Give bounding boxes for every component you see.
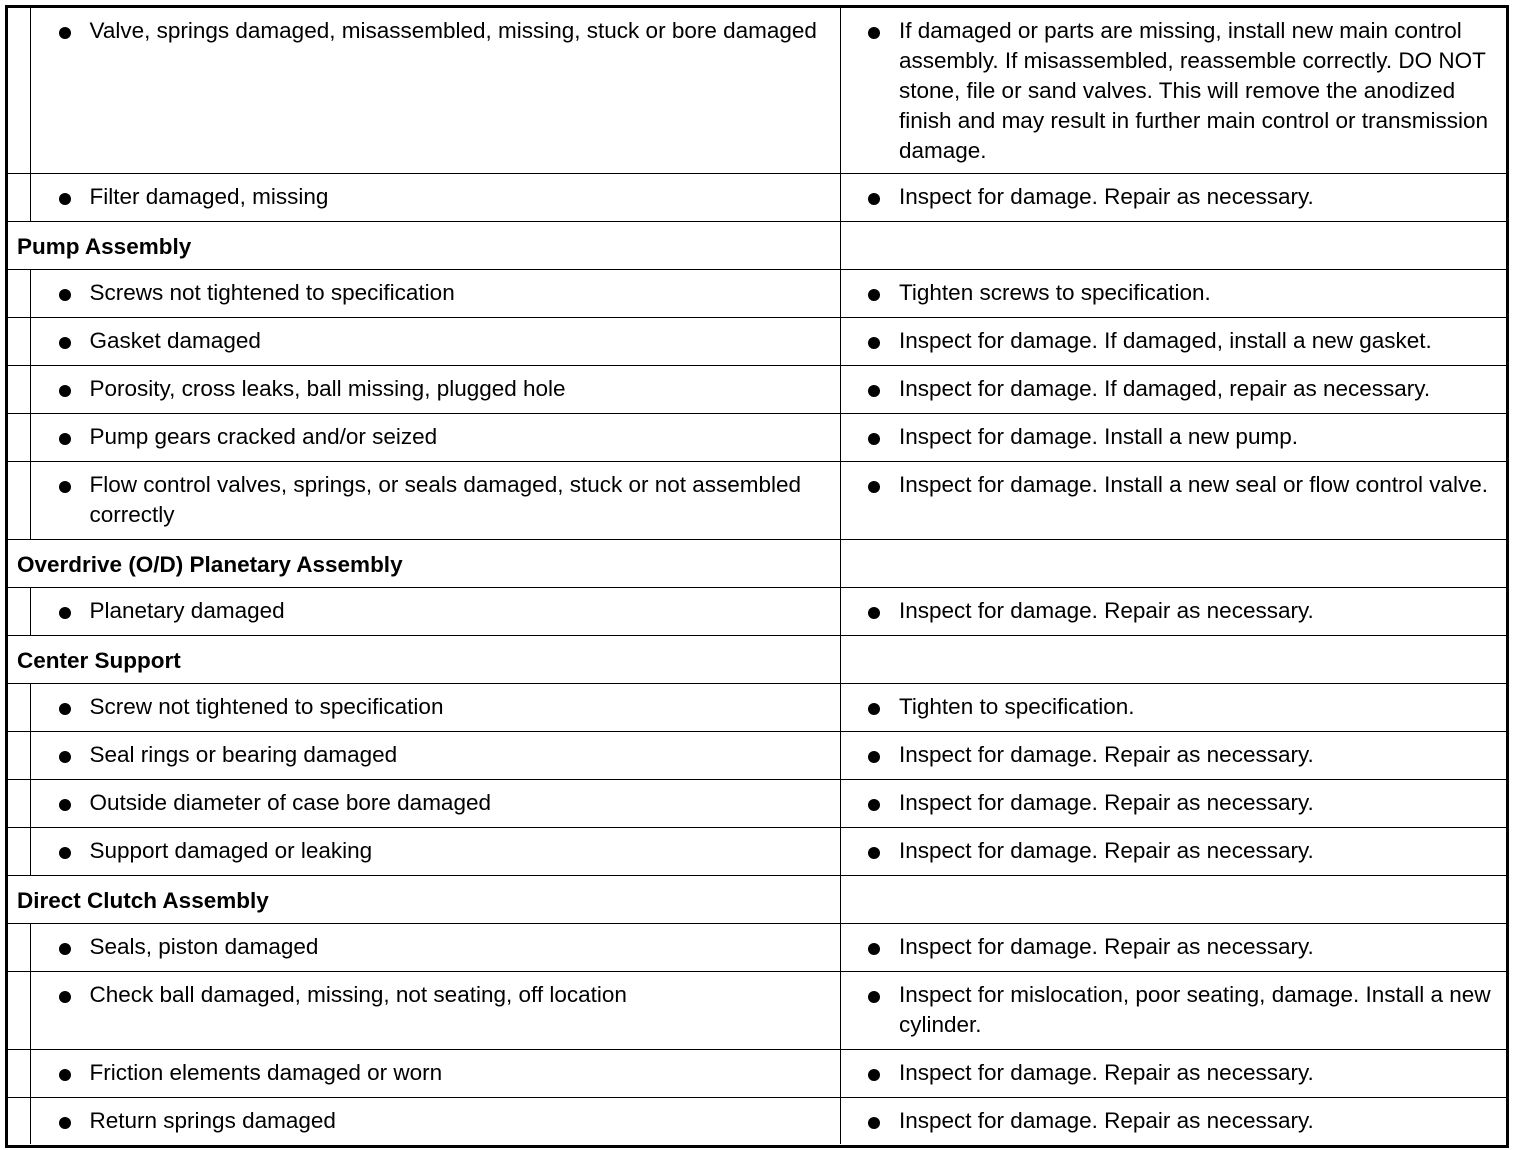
action-text: Inspect for mislocation, poor seating, damage. Install a new cylinder. [899, 982, 1491, 1037]
indent-cell [8, 1050, 31, 1097]
table-row [8, 684, 1506, 732]
section-heading-cell [8, 636, 841, 683]
table-row [8, 8, 1506, 174]
cause-cell [32, 8, 841, 173]
table-row [8, 318, 1506, 366]
cause-cell [32, 414, 841, 461]
cause-text: Seals, piston damaged [89, 934, 319, 959]
action-text: Inspect for damage. Repair as necessary. [899, 184, 1314, 209]
cause-text: Planetary damaged [89, 598, 285, 623]
indent-cell [8, 462, 31, 539]
table-row [8, 924, 1506, 972]
action-cell [841, 972, 1506, 1049]
bullet-icon [868, 433, 880, 445]
bullet-icon [59, 847, 71, 859]
bullet-icon [868, 1117, 880, 1129]
bullet-icon [59, 799, 71, 811]
section-heading-row [8, 876, 1506, 924]
bullet-icon [868, 337, 880, 349]
action-text: Inspect for damage. Install a new pump. [899, 424, 1298, 449]
indent-cell [8, 318, 31, 365]
bullet-icon [868, 385, 880, 397]
action-cell [841, 462, 1506, 539]
action-cell [841, 732, 1506, 779]
empty-action-cell [841, 222, 1506, 269]
bullet-icon [868, 943, 880, 955]
bullet-icon [868, 289, 880, 301]
indent-cell [8, 684, 31, 731]
section-heading-cell [8, 222, 841, 269]
indent-cell [8, 174, 31, 221]
cause-cell [32, 684, 841, 731]
bullet-icon [868, 751, 880, 763]
section-heading-row [8, 540, 1506, 588]
cause-cell [32, 366, 841, 413]
indent-cell [8, 924, 31, 971]
bullet-icon [59, 943, 71, 955]
cause-text: Return springs damaged [89, 1108, 336, 1133]
action-text: Inspect for damage. If damaged, repair as necessary. [899, 376, 1431, 401]
action-cell [841, 780, 1506, 827]
action-cell [841, 1050, 1506, 1097]
bullet-icon [59, 1117, 71, 1129]
cause-cell [32, 732, 841, 779]
cause-text: Valve, springs damaged, misassembled, missing, stuck or bore damaged [89, 18, 817, 43]
bullet-icon [868, 193, 880, 205]
bullet-icon [59, 703, 71, 715]
bullet-icon [59, 607, 71, 619]
action-text: Inspect for damage. If damaged, install a new gasket. [899, 328, 1432, 353]
action-cell [841, 318, 1506, 365]
bullet-icon [868, 991, 880, 1003]
table-row [8, 462, 1506, 540]
cause-cell [32, 1098, 841, 1144]
table-row [8, 1098, 1506, 1144]
bullet-icon [59, 27, 71, 39]
cause-cell [32, 174, 841, 221]
action-cell [841, 8, 1506, 173]
action-text: Inspect for damage. Repair as necessary. [899, 790, 1314, 815]
section-heading: Center Support [17, 648, 181, 673]
bullet-icon [59, 385, 71, 397]
action-text: Inspect for damage. Repair as necessary. [899, 1060, 1314, 1085]
action-text: Tighten screws to specification. [899, 280, 1211, 305]
bullet-icon [59, 991, 71, 1003]
cause-text: Seal rings or bearing damaged [89, 742, 398, 767]
indent-cell [8, 588, 31, 635]
cause-text: Check ball damaged, missing, not seating, off location [89, 982, 627, 1007]
section-heading-cell [8, 876, 841, 923]
cause-cell [32, 1050, 841, 1097]
indent-cell [8, 972, 31, 1049]
table-row [8, 414, 1506, 462]
action-cell [841, 366, 1506, 413]
empty-action-cell [841, 540, 1506, 587]
bullet-icon [59, 481, 71, 493]
table-row [8, 780, 1506, 828]
diagnosis-table [5, 5, 1509, 1148]
table-body [8, 8, 1506, 1144]
table-row [8, 270, 1506, 318]
indent-cell [8, 366, 31, 413]
action-cell [841, 924, 1506, 971]
indent-cell [8, 828, 31, 875]
bullet-icon [868, 703, 880, 715]
table-row [8, 588, 1506, 636]
table-row [8, 1050, 1506, 1098]
table-row [8, 972, 1506, 1050]
table-row [8, 366, 1506, 414]
table-row [8, 828, 1506, 876]
bullet-icon [868, 1069, 880, 1081]
bullet-icon [59, 193, 71, 205]
action-text: If damaged or parts are missing, install new main control assembly. If misassembled, reassemble correctly. DO NOT stone, file or sand valves. This will remove the anodized finish and may result in further main control or transmission damage. [899, 18, 1488, 163]
table-row [8, 174, 1506, 222]
bullet-icon [59, 1069, 71, 1081]
section-heading-row [8, 222, 1506, 270]
indent-cell [8, 780, 31, 827]
bullet-icon [868, 481, 880, 493]
action-text: Inspect for damage. Repair as necessary. [899, 742, 1314, 767]
section-heading: Direct Clutch Assembly [17, 888, 269, 913]
bullet-icon [59, 751, 71, 763]
section-heading: Pump Assembly [17, 234, 192, 259]
cause-text: Filter damaged, missing [89, 184, 329, 209]
action-text: Inspect for damage. Repair as necessary. [899, 934, 1314, 959]
cause-text: Screws not tightened to specification [89, 280, 455, 305]
cause-cell [32, 972, 841, 1049]
cause-text: Friction elements damaged or worn [89, 1060, 443, 1085]
section-heading-row [8, 636, 1506, 684]
section-heading: Overdrive (O/D) Planetary Assembly [17, 552, 403, 577]
section-heading-cell [8, 540, 841, 587]
indent-cell [8, 732, 31, 779]
bullet-icon [59, 433, 71, 445]
action-text: Inspect for damage. Repair as necessary. [899, 1108, 1314, 1133]
cause-cell [32, 462, 841, 539]
bullet-icon [59, 289, 71, 301]
empty-action-cell [841, 876, 1506, 923]
indent-cell [8, 270, 31, 317]
empty-action-cell [841, 636, 1506, 683]
indent-cell [8, 414, 31, 461]
action-cell [841, 1098, 1506, 1144]
action-cell [841, 828, 1506, 875]
action-cell [841, 270, 1506, 317]
cause-cell [32, 828, 841, 875]
cause-cell [32, 588, 841, 635]
cause-cell [32, 924, 841, 971]
cause-cell [32, 318, 841, 365]
cause-cell [32, 270, 841, 317]
cause-text: Gasket damaged [89, 328, 261, 353]
cause-cell [32, 780, 841, 827]
action-cell [841, 174, 1506, 221]
action-text: Inspect for damage. Install a new seal or flow control valve. [899, 472, 1489, 497]
action-cell [841, 588, 1506, 635]
bullet-icon [868, 27, 880, 39]
action-text: Tighten to specification. [899, 694, 1135, 719]
bullet-icon [59, 337, 71, 349]
cause-text: Pump gears cracked and/or seized [89, 424, 438, 449]
cause-text: Screw not tightened to specification [89, 694, 444, 719]
action-cell [841, 414, 1506, 461]
cause-text: Support damaged or leaking [89, 838, 373, 863]
bullet-icon [868, 847, 880, 859]
indent-cell [8, 8, 31, 173]
action-text: Inspect for damage. Repair as necessary. [899, 598, 1314, 623]
action-cell [841, 684, 1506, 731]
table-row [8, 732, 1506, 780]
bullet-icon [868, 607, 880, 619]
bullet-icon [868, 799, 880, 811]
cause-text: Porosity, cross leaks, ball missing, plugged hole [89, 376, 566, 401]
indent-cell [8, 1098, 31, 1144]
action-text: Inspect for damage. Repair as necessary. [899, 838, 1314, 863]
cause-text: Flow control valves, springs, or seals damaged, stuck or not assembled correctly [89, 472, 802, 527]
cause-text: Outside diameter of case bore damaged [89, 790, 491, 815]
